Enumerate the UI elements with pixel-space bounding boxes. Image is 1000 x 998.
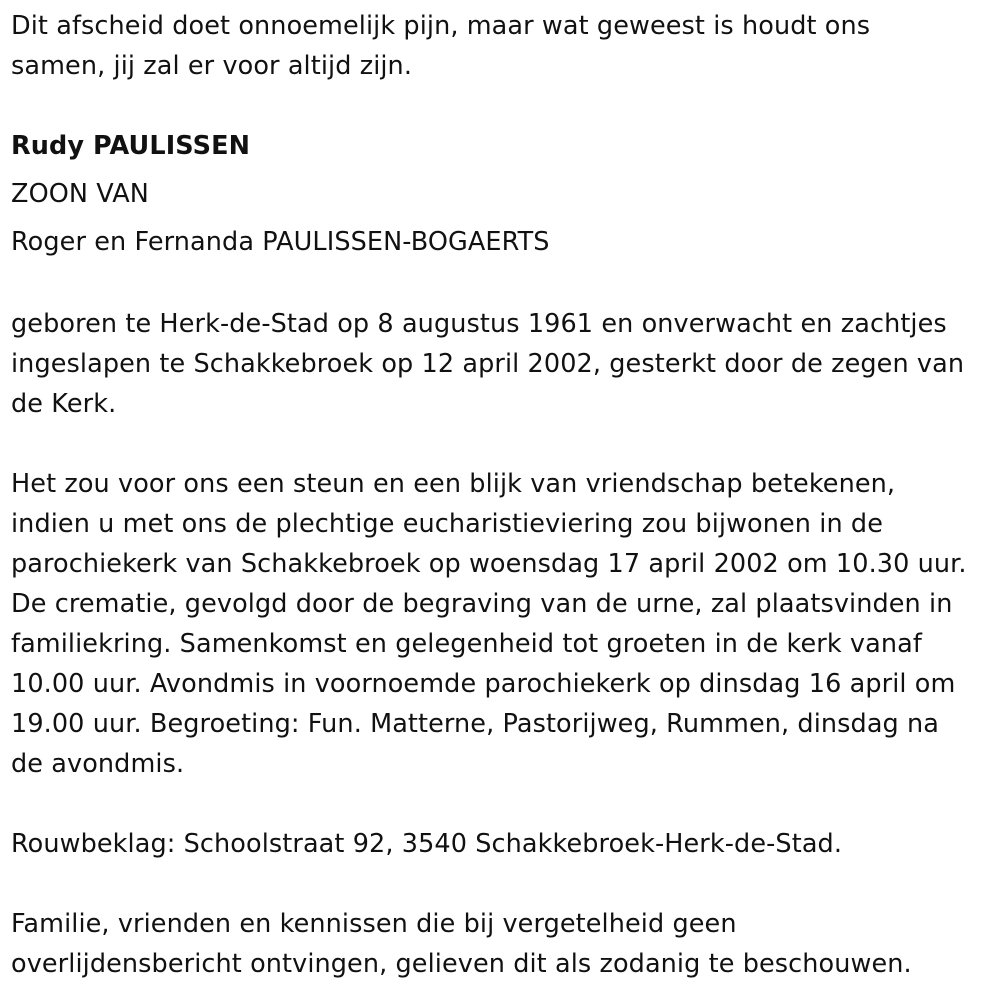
closing-line: Familie, vrienden en kennissen die bij vergetelheid geen	[11, 909, 737, 939]
birth-death-paragraph	[11, 304, 964, 424]
ceremony-line: indien u met ons de plechtige eucharistieviering zou bijwonen in de	[11, 509, 883, 539]
relation-label: ZOON VAN	[11, 179, 149, 209]
intro-paragraph	[11, 6, 870, 86]
ceremony-paragraph	[11, 464, 967, 784]
condolences-paragraph	[11, 824, 842, 864]
condolences-line: Rouwbeklag: Schoolstraat 92, 3540 Schakkebroek-Herk-de-Stad.	[11, 829, 843, 859]
closing-paragraph	[11, 904, 912, 984]
parents-names: Roger en Fernanda PAULISSEN-BOGAERTS	[11, 227, 550, 257]
ceremony-line: 10.00 uur. Avondmis in voornoemde parochiekerk op dinsdag 16 april om	[11, 669, 956, 699]
birth-death-line: geboren te Herk-de-Stad op 8 augustus 1961 en onverwacht en zachtjes	[11, 309, 947, 339]
intro-line: samen, jij zal er voor altijd zijn.	[11, 51, 413, 81]
birth-death-line: ingeslapen te Schakkebroek op 12 april 2002, gesterkt door de zegen van	[11, 349, 965, 379]
ceremony-line: 19.00 uur. Begroeting: Fun. Matterne, Pastorijweg, Rummen, dinsdag na	[11, 709, 940, 739]
closing-line: overlijdensbericht ontvingen, gelieven dit als zodanig te beschouwen.	[11, 949, 912, 979]
ceremony-line: parochiekerk van Schakkebroek op woensdag 17 april 2002 om 10.30 uur.	[11, 549, 967, 579]
ceremony-line: De crematie, gevolgd door de begraving van de urne, zal plaatsvinden in	[11, 589, 953, 619]
intro-line: Dit afscheid doet onnoemelijk pijn, maar wat geweest is houdt ons	[11, 11, 871, 41]
ceremony-line: familiekring. Samenkomst en gelegenheid tot groeten in de kerk vanaf	[11, 629, 922, 659]
ceremony-line: Het zou voor ons een steun en een blijk van vriendschap betekenen,	[11, 469, 896, 499]
deceased-name: Rudy PAULISSEN	[11, 131, 251, 161]
birth-death-line: de Kerk.	[11, 389, 117, 419]
ceremony-line: de avondmis.	[11, 749, 185, 779]
